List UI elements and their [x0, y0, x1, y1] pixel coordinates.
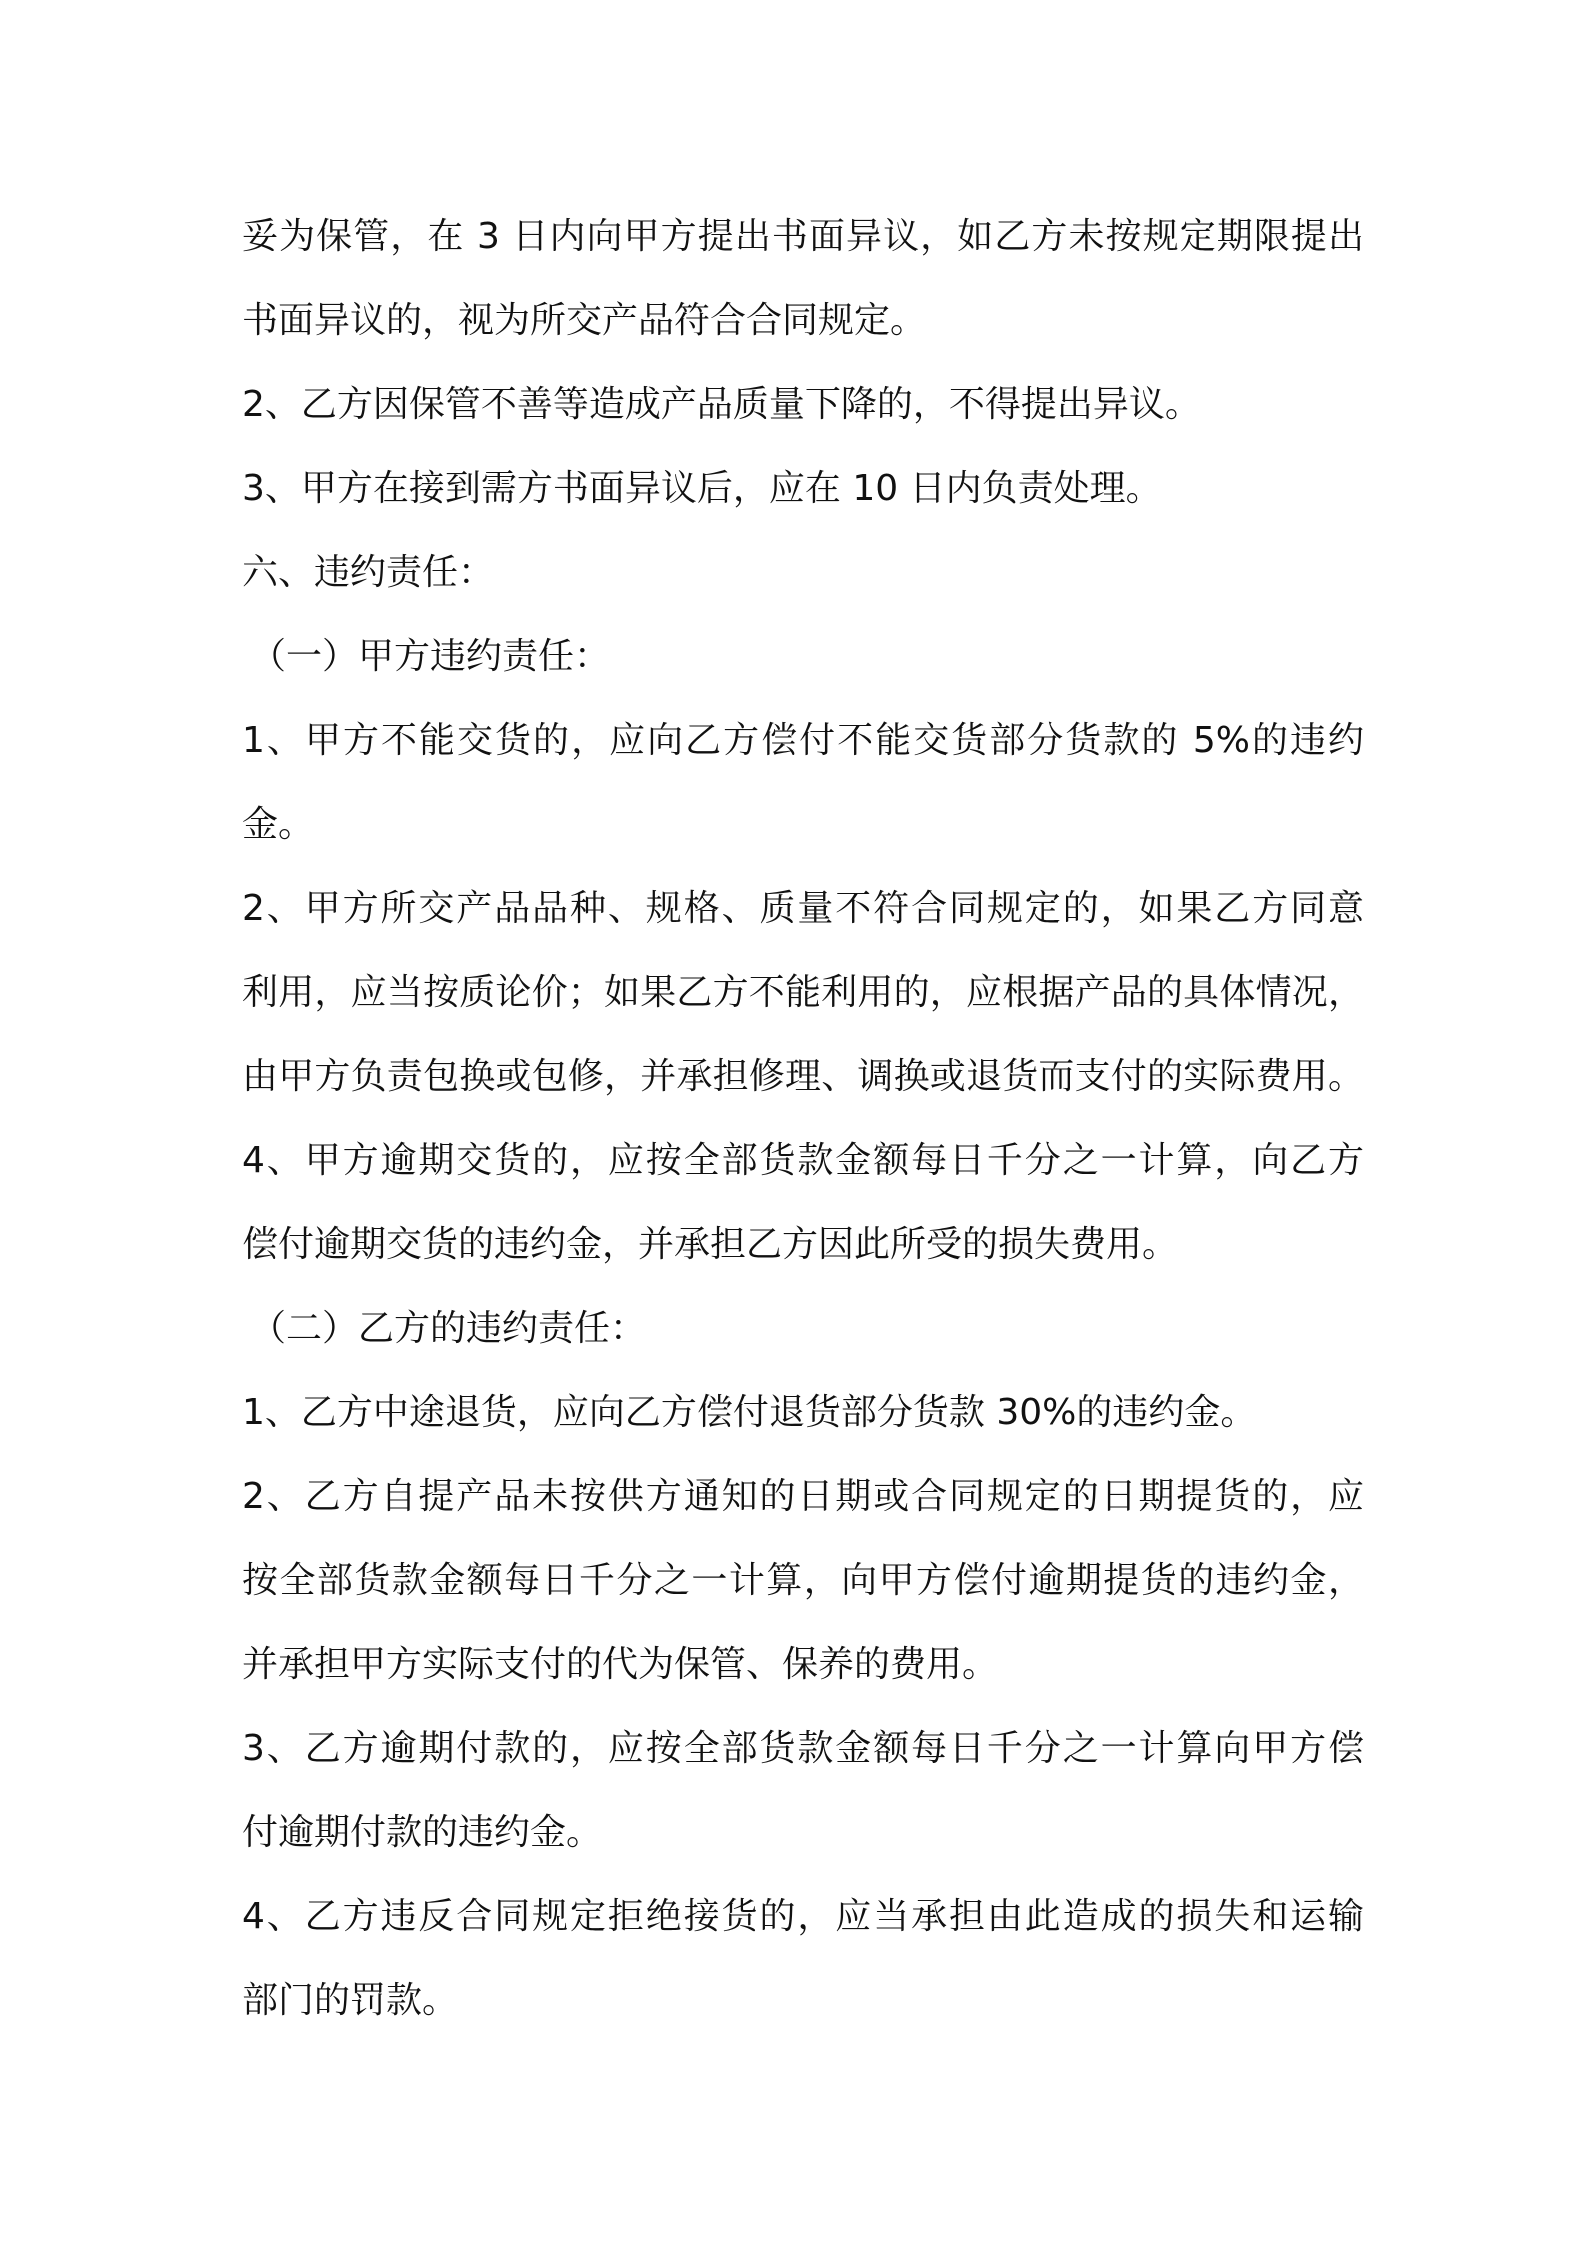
clause-line: 按全部货款金额每日千分之一计算，向甲方偿付逾期提货的违约金，: [242, 1560, 1364, 1601]
clause-line: 4、乙方违反合同规定拒绝接货的，应当承担由此造成的损失和运输: [242, 1896, 1364, 1937]
clause-line: 由甲方负责包换或包修，并承担修理、调换或退货而支付的实际费用。: [242, 1056, 1364, 1097]
clause-line: 偿付逾期交货的违约金，并承担乙方因此所受的损失费用。: [242, 1224, 1179, 1265]
clause-line: 1、乙方中途退货，应向乙方偿付退货部分货款 30%的违约金。: [242, 1392, 1257, 1433]
clause-line: 3、甲方在接到需方书面异议后，应在 10 日内负责处理。: [242, 468, 1162, 509]
clause-line: 2、乙方因保管不善等造成产品质量下降的，不得提出异议。: [242, 384, 1201, 425]
clause-line: 部门的罚款。: [242, 1980, 459, 2021]
section-heading: 六、违约责任：: [242, 552, 495, 593]
clause-line: 3、乙方逾期付款的，应按全部货款金额每日千分之一计算向甲方偿: [242, 1728, 1364, 1769]
clause-line: 付逾期付款的违约金。: [242, 1812, 603, 1853]
subsection-heading: （一）甲方违约责任：: [250, 636, 611, 677]
clause-line: 2、乙方自提产品未按供方通知的日期或合同规定的日期提货的，应: [242, 1476, 1364, 1517]
clause-line: 2、甲方所交产品品种、规格、质量不符合同规定的，如果乙方同意: [242, 888, 1364, 929]
contract-text-body: [242, 195, 1364, 2043]
paragraph-line: 书面异议的，视为所交产品符合合同规定。: [242, 300, 927, 341]
clause-line: 并承担甲方实际支付的代为保管、保养的费用。: [242, 1644, 999, 1685]
clause-line: 利用，应当按质论价；如果乙方不能利用的，应根据产品的具体情况，: [242, 972, 1364, 1013]
clause-line: 1、甲方不能交货的，应向乙方偿付不能交货部分货款的 5%的违约: [242, 720, 1364, 761]
paragraph-line: 妥为保管，在 3 日内向甲方提出书面异议，如乙方未按规定期限提出: [242, 216, 1364, 257]
clause-line: 4、甲方逾期交货的，应按全部货款金额每日千分之一计算，向乙方: [242, 1140, 1364, 1181]
clause-line: 金。: [242, 804, 315, 845]
subsection-heading: （二）乙方的违约责任：: [250, 1308, 647, 1349]
